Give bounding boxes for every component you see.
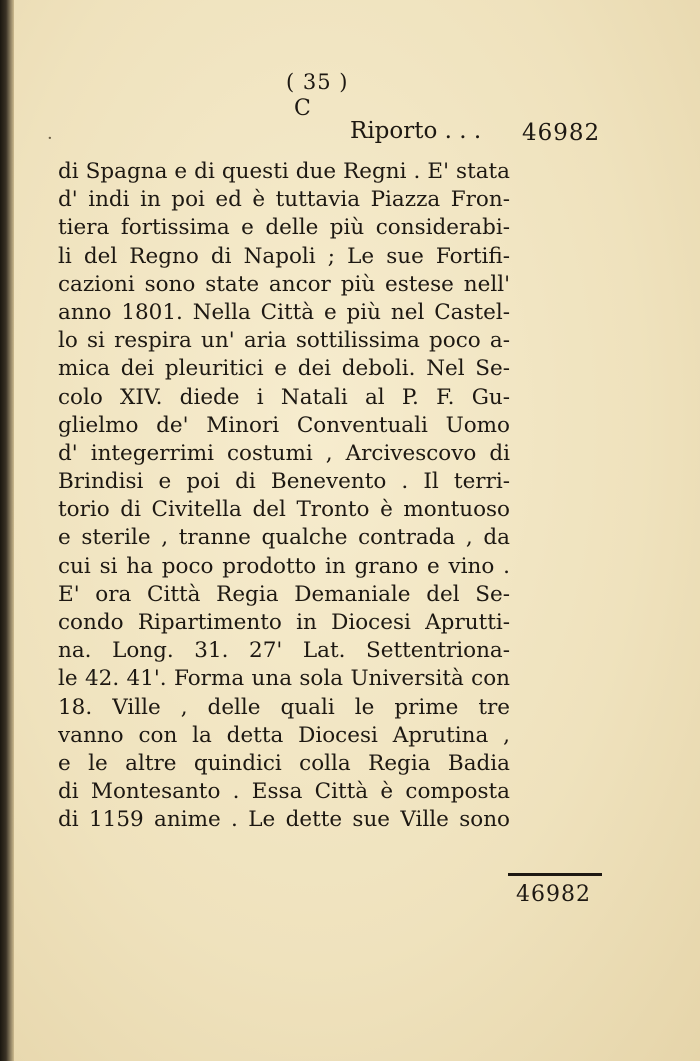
text-line: cui si ha poco prodotto in grano e vino . <box>58 553 510 579</box>
text-line: anno 1801. Nella Città e più nel Castel- <box>58 299 510 325</box>
text-line: di Montesanto . Essa Città è composta <box>58 779 510 805</box>
text-line: Brindisi e poi di Benevento . Il terri- <box>58 469 510 495</box>
text-line: li del Regno di Napoli ; Le sue Fortifi- <box>58 243 510 269</box>
stray-mark: · <box>47 128 53 149</box>
text-line: vanno con la detta Diocesi Aprutina , <box>58 722 510 748</box>
carry-forward-total: 46982 <box>516 882 591 907</box>
carry-forward-value: 46982 <box>522 120 601 146</box>
text-line: cazioni sono state ancor più estese nell' <box>58 271 510 297</box>
text-line: di 1159 anime . Le dette sue Ville sono <box>58 807 510 833</box>
text-line: condo Ripartimento in Diocesi Aprutti- <box>58 610 510 635</box>
text-line: d' integerrimi costumi , Arcivescovo di <box>58 440 510 466</box>
text-line: e sterile , tranne qualche contrada , da <box>58 525 510 551</box>
carry-forward-header <box>350 118 696 152</box>
text-line: na. Long. 31. 27' Lat. Settentriona- <box>58 638 510 664</box>
text-line: di Spagna e di questi due Regni . E' stata <box>58 159 510 184</box>
text-line: d' indi in poi ed è tuttavia Piazza Fron- <box>58 187 510 213</box>
text-line: le 42. 41'. Forma una sola Università con <box>58 666 510 692</box>
text-line: colo XIV. diede i Natali al P. F. Gu- <box>58 384 510 410</box>
text-line: glielmo de' Minori Conventuali Uomo <box>58 412 510 438</box>
body-paragraph <box>58 158 510 835</box>
sum-rule <box>508 873 602 876</box>
binding-gutter <box>0 0 14 1061</box>
text-line: tiera fortissima e delle più considerabi- <box>58 215 510 241</box>
text-line: e le altre quindici colla Regia Badia <box>58 750 510 776</box>
signature-mark: C <box>294 96 311 121</box>
page-number: ( 35 ) <box>286 70 349 94</box>
text-line: 18. Ville , delle quali le prime tre <box>58 694 510 720</box>
text-line: mica dei pleuritici e dei deboli. Nel Se- <box>58 356 510 382</box>
text-line: E' ora Città Regia Demaniale del Se- <box>58 581 510 607</box>
text-line: lo si respira un' aria sottilissima poco a- <box>58 328 510 354</box>
text-line: torio di Civitella del Tronto è montuoso <box>58 497 510 523</box>
riporto-label: Riporto . . . <box>350 118 482 144</box>
